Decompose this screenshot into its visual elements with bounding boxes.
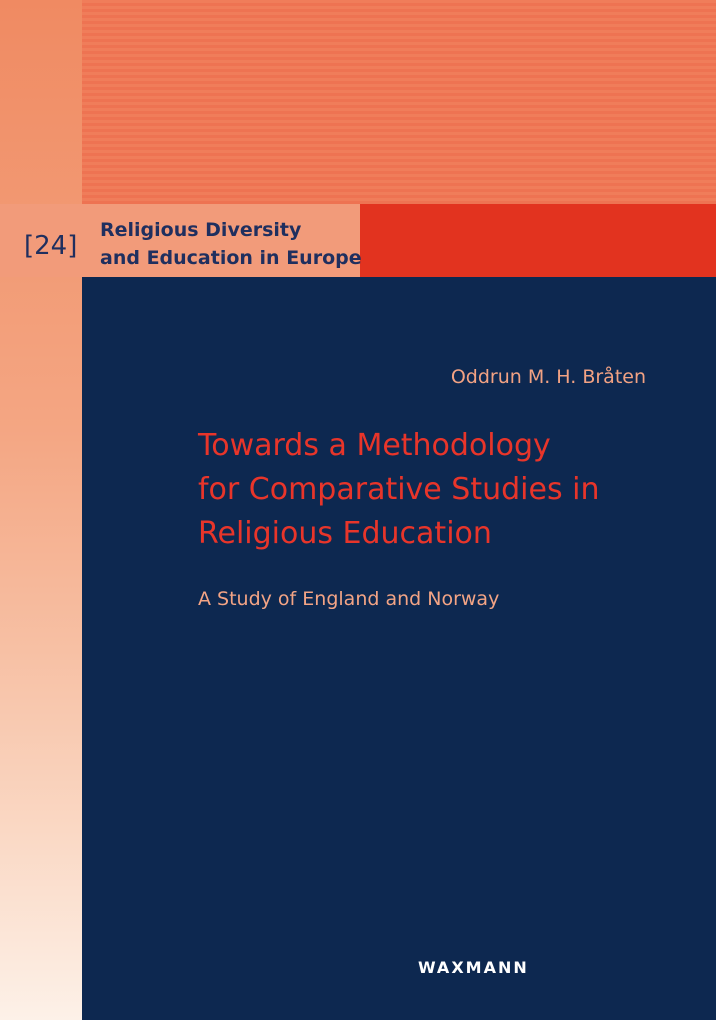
main-navy-panel (82, 277, 716, 1020)
series-red-band (360, 204, 716, 277)
author-name: Oddrun M. H. Bråten (450, 366, 646, 388)
series-number: [24] (24, 231, 78, 261)
book-title-line3: Religious Education (198, 516, 492, 551)
series-title-line2: and Education in Europe (100, 247, 362, 269)
left-gradient-strip (0, 0, 82, 1020)
top-orange-band (82, 0, 716, 204)
book-subtitle: A Study of England and Norway (198, 588, 500, 610)
series-title (100, 216, 362, 272)
series-title-line1: Religious Diversity (100, 219, 302, 241)
book-title-line1: Towards a Methodology (198, 428, 551, 463)
book-title-line2: for Comparative Studies in (198, 472, 600, 507)
publisher-logo: WAXMANN (418, 958, 529, 977)
book-title (198, 424, 668, 556)
